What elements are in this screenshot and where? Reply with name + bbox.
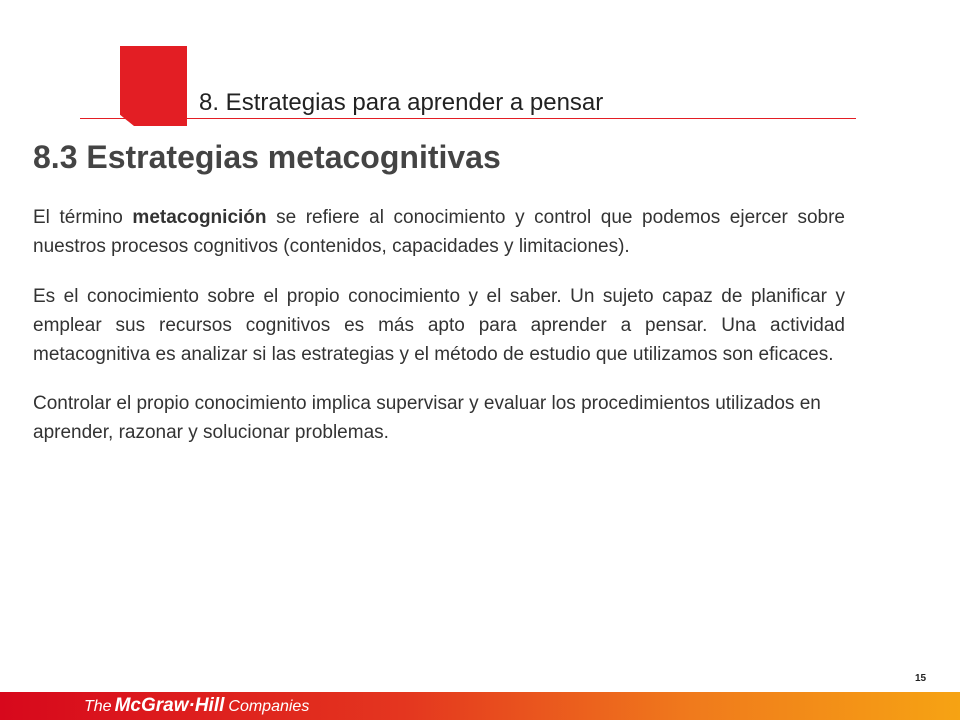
section-title: 8. Estrategias para aprender a pensar	[199, 89, 604, 116]
logo-companies: Companies	[228, 698, 310, 715]
term-metacognition: metacognición	[132, 207, 267, 228]
header-divider	[80, 118, 856, 119]
page-number: 15	[915, 673, 927, 684]
logo-the: The	[84, 698, 112, 715]
paragraph-definition-rest: se refiere al conocimiento y control que podemos ejercer sobre nuestros procesos cognitivos (contenidos, capacidades y limitaciones).	[33, 207, 845, 257]
paragraph-definition-lead: El término	[33, 207, 133, 228]
paragraph-control: Controlar el propio conocimiento implica supervisar y evaluar los procedimientos utilizados en aprender, razonar y solucionar problemas.	[33, 393, 821, 443]
logo-brand: McGraw·Hill	[114, 695, 225, 716]
slide-title: 8.3 Estrategias metacognitivas	[33, 139, 501, 175]
paragraph-definition	[33, 203, 845, 261]
slide-body	[33, 203, 845, 447]
header-accent-tab	[120, 46, 187, 126]
footer-bar	[0, 692, 960, 720]
paragraph-explanation: Es el conocimiento sobre el propio conocimiento y el saber. Un sujeto capaz de planificar y emplear sus recursos cognitivos es más apto para aprender a pensar. Una actividad metacognitiva es analizar si las estrategias y el método de estudio que utilizamos son eficaces.	[33, 286, 845, 365]
mcgraw-hill-logo	[84, 695, 309, 717]
